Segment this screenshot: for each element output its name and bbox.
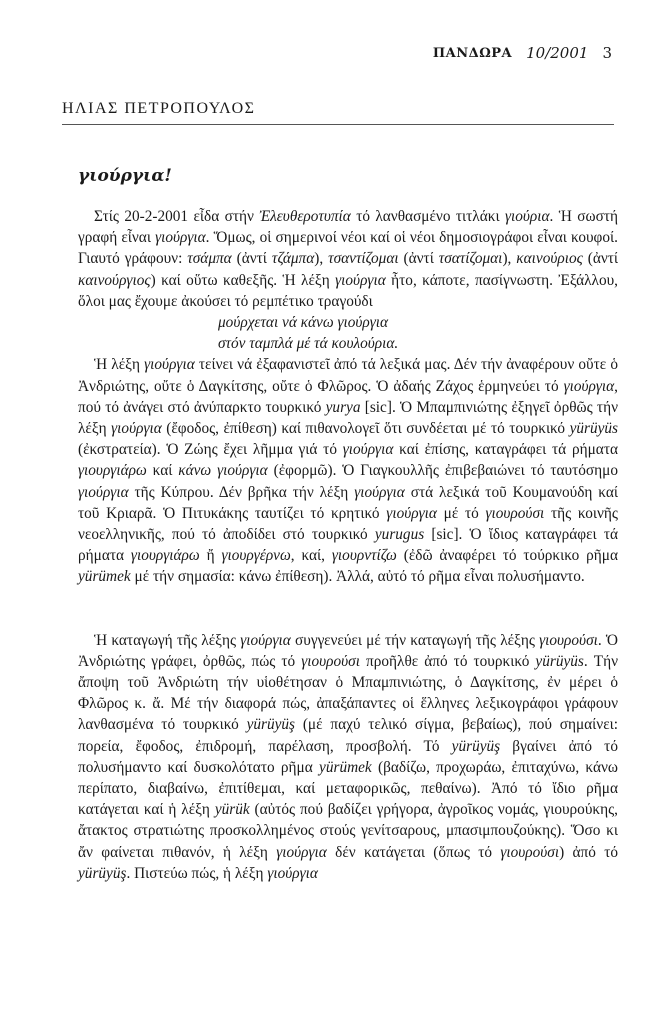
issue-date: 10/2001: [526, 44, 589, 62]
text-run: (βαδίζω, προχωράω, ἐπιταχύνω, κάνω περίπατο, διαβαίνω, ἐπιτίθεμαι, καί μεταφορικῶς, πεθαίνω). Ἀπό τό ἴδιο ρῆμα κατάγεται καί ἡ λέξη: [78, 758, 618, 819]
italic-term: γιουρούσι: [500, 843, 560, 861]
text-run: ἤ: [199, 547, 222, 565]
italic-term: γιούργια: [267, 864, 318, 882]
italic-term: γιουργέρνω: [221, 547, 291, 565]
italic-term: τσατίζομαι: [438, 250, 503, 268]
masthead-logo: [433, 46, 512, 61]
italic-term: γιούργια: [563, 377, 615, 395]
text-run: (ἐφορμῶ). Ὁ Γιαγκουλλῆς ἐπιβεβαιώνει τό ταυτόσημο: [267, 462, 618, 480]
text-run: . Ὅμως, οἱ σημερινοί νέοι καί οἱ νέοι δημοσιογράφοι εἶναι κουφοί. Γιαυτό γράφουν:: [78, 229, 618, 268]
page-header: [433, 44, 612, 62]
verse-line: στόν ταμπλά μέ τά κουλούρια.: [218, 335, 399, 353]
italic-term: τσαντίζομαι: [328, 250, 399, 268]
text-run: τό λανθασμένο τιτλάκι: [350, 208, 505, 225]
article-title: γιούργια!: [78, 166, 172, 186]
text-run: . Πιστεύω πώς, ἡ λέξη: [126, 864, 268, 882]
text-run: (ἐδῶ ἀναφέρει τό τούρκικο ρῆμα: [396, 547, 618, 565]
italic-term: γιούργια: [354, 483, 405, 501]
italic-term: yürümek: [78, 568, 131, 586]
author-name: ΗΛΙΑΣ ΠΕΤΡΟΠΟΥΛΟΣ: [62, 100, 256, 117]
text-run: τῆς Κύπρου. Δέν βρῆκα τήν λέξη: [128, 483, 355, 501]
italic-term: γιουρντίζω: [331, 547, 397, 565]
italic-term: τζάμπα: [271, 250, 315, 268]
text-run: Ἡ καταγωγή τῆς λέξης: [94, 631, 241, 649]
text-run: καί ἐπίσης, καταγράφει τά ρήματα: [393, 441, 618, 459]
italic-term: γιουργιάρω: [130, 547, 200, 565]
italic-term: γιούργια: [386, 504, 437, 522]
article-body: [78, 206, 618, 884]
text-run: (ἀντί: [398, 250, 439, 268]
text-run: τείνει νά ἐξαφανιστεῖ ἀπό τά λεξικά μας. Δέν τήν ἀναφέρουν οὔτε ὁ Ἀνδριώτης, οὔτε ὁ Δαγκίτσης, οὔτε ὁ Φλῶρος. Ὁ ἀδαής Ζάχος ἑρμηνεύει τό: [78, 356, 618, 395]
text-run: . Ἡ σωστή γραφή εἶναι: [78, 208, 618, 247]
italic-term: γιούργια: [240, 631, 291, 649]
text-run: Στίς 20-2-2001 εἶδα στήν: [94, 208, 260, 225]
italic-term: γιούργια: [144, 356, 195, 374]
italic-term: γιούργια: [78, 483, 129, 501]
italic-term: yürüyüş: [78, 864, 127, 882]
text-run: , καί,: [290, 547, 332, 565]
italic-term: yurya: [325, 398, 361, 416]
text-run: ),: [502, 250, 517, 268]
italic-term: γιουργιάρω: [78, 462, 147, 480]
italic-term: yürüyüs: [535, 652, 584, 670]
text-run: , πού τό ἀνάγει στό ἀνύπαρκτο τουρκικό: [78, 377, 618, 416]
italic-term: γιουρούσι: [485, 504, 545, 522]
text-run: ἦτο, κάποτε, πασίγνωστη. Ἐξάλλου, ὅλοι μας ἔχουμε ἀκούσει τό ρεμπέτικο τραγούδι: [78, 271, 619, 310]
italic-term: γιουρούσι: [301, 652, 360, 670]
paragraph: [78, 354, 618, 587]
text-run: [sic]. Ὁ Μπαμπινιώτης ἐξηγεῖ ὀρθῶς τήν λέξη: [78, 398, 618, 438]
paragraph: [78, 630, 618, 884]
italic-term: yürüyüş: [451, 737, 501, 755]
text-run: . Τήν ἄποψη τοῦ Ἀνδριώτη τήν υἱοθέτησαν ὁ Μπαμπινιώτης, ὁ Δαγκίτσης, ἐν μέρει ὁ Φλῶρος κ. ἄ. Μέ τήν διαφορά πώς, ἀπαξάπαντες οἱ ἕλληνες λεξικογράφοι γράφουν λανθασμένα τό τουρκικό: [78, 652, 618, 734]
text-run: στά λεξικά τοῦ Κουμανούδη καί τοῦ Κριαρᾶ. Ὁ Πιτυκάκης ταυτίζει τό κρητικό: [78, 483, 619, 522]
text-run: συγγενεύει μέ τήν καταγωγή τῆς λέξης: [290, 631, 540, 649]
italic-term: καινούριος: [516, 250, 583, 268]
italic-term: yürük: [214, 801, 250, 819]
paragraph: [78, 206, 618, 312]
text-run: βγαίνει ἀπό τό πολυσήμαντο καί δυσκολότατο ρῆμα: [78, 737, 618, 776]
italic-term: κάνω γιούργια: [178, 462, 268, 480]
italic-term: yurugus: [374, 526, 425, 544]
text-run: (ἀντί: [231, 250, 272, 268]
text-run: (ἀντί: [582, 250, 619, 268]
text-run: ) καί οὕτω καθεξῆς. Ἡ λέξη: [150, 271, 336, 289]
text-run: (αὐτός πού βαδίζει γρήγορα, ἀγροῖκος νομάς, γιουρούκης, ἄτακτος στρατιώτης προσκολλημένος στούς γενίτσαρους, μπασιμπουζούκης). Ὅσο κι ἄν φαίνεται πιθανόν, ἡ λέξη: [78, 801, 618, 861]
text-run: Ἡ λέξη: [94, 356, 145, 374]
verse-line: μούρχεται νά κάνω γιούργια: [218, 314, 389, 332]
italic-term: yürüyüs: [569, 420, 619, 438]
text-run: μέ τό: [436, 504, 486, 522]
italic-term: γιούργια: [342, 441, 394, 459]
italic-term: γιούργια: [155, 229, 206, 247]
italic-term: γιούργια: [335, 271, 386, 289]
italic-term: yürüyüş: [246, 716, 296, 734]
text-run: δέν κατάγεται (ὅπως τό: [326, 843, 501, 861]
italic-term: Ἐλευθεροτυπία: [259, 208, 351, 225]
masthead-text: ΠΑΝΔΩΡΑ: [432, 45, 513, 61]
header-rule: [62, 124, 614, 125]
text-run: (ἔφοδος, ἐπίθεση) καί πιθανολογεῖ ὅτι συνδέεται μέ τό τουρκικό: [161, 420, 570, 438]
italic-term: καινούργιος: [78, 271, 151, 289]
text-run: [sic]. Ὁ ἴδιος καταγράφει τά ρήματα: [78, 526, 619, 565]
italic-term: τσάμπα: [187, 250, 232, 268]
italic-term: γιουρούσι: [539, 631, 598, 649]
text-run: ),: [314, 250, 329, 268]
italic-term: γιούργια: [276, 843, 327, 861]
text-run: καί: [146, 462, 179, 480]
text-run: (ἐκστρατεία). Ὁ Ζώης ἔχει λῆμμα γιά τό: [78, 441, 343, 459]
text-run: προῆλθε ἀπό τό τουρκικό: [359, 652, 536, 670]
text-run: ) ἀπό τό: [559, 843, 618, 861]
italic-term: γιούρια: [504, 208, 550, 225]
page-number: 3: [602, 44, 612, 62]
text-run: (μέ παχύ τελικό σίγμα, βεβαίως), πού σημαίνει: πορεία, ἔφοδος, ἐπιδρομή, παρέλαση, προσβολή. Τό: [78, 716, 619, 755]
text-run: . Ὁ Ἀνδριώτης γράφει, ὀρθῶς, πώς τό: [78, 631, 618, 670]
text-run: μέ τήν σημασία: κάνω ἐπίθεση). Ἀλλά, αὐτό τό ρῆμα εἶναι πολυσήμαντο.: [130, 568, 585, 586]
text-run: τῆς κοινῆς νεοελληνικῆς, πού τό ἀποδίδει στό τουρκικό: [78, 504, 618, 544]
italic-term: γιούργια: [111, 420, 162, 438]
italic-term: yürümek: [319, 758, 372, 776]
